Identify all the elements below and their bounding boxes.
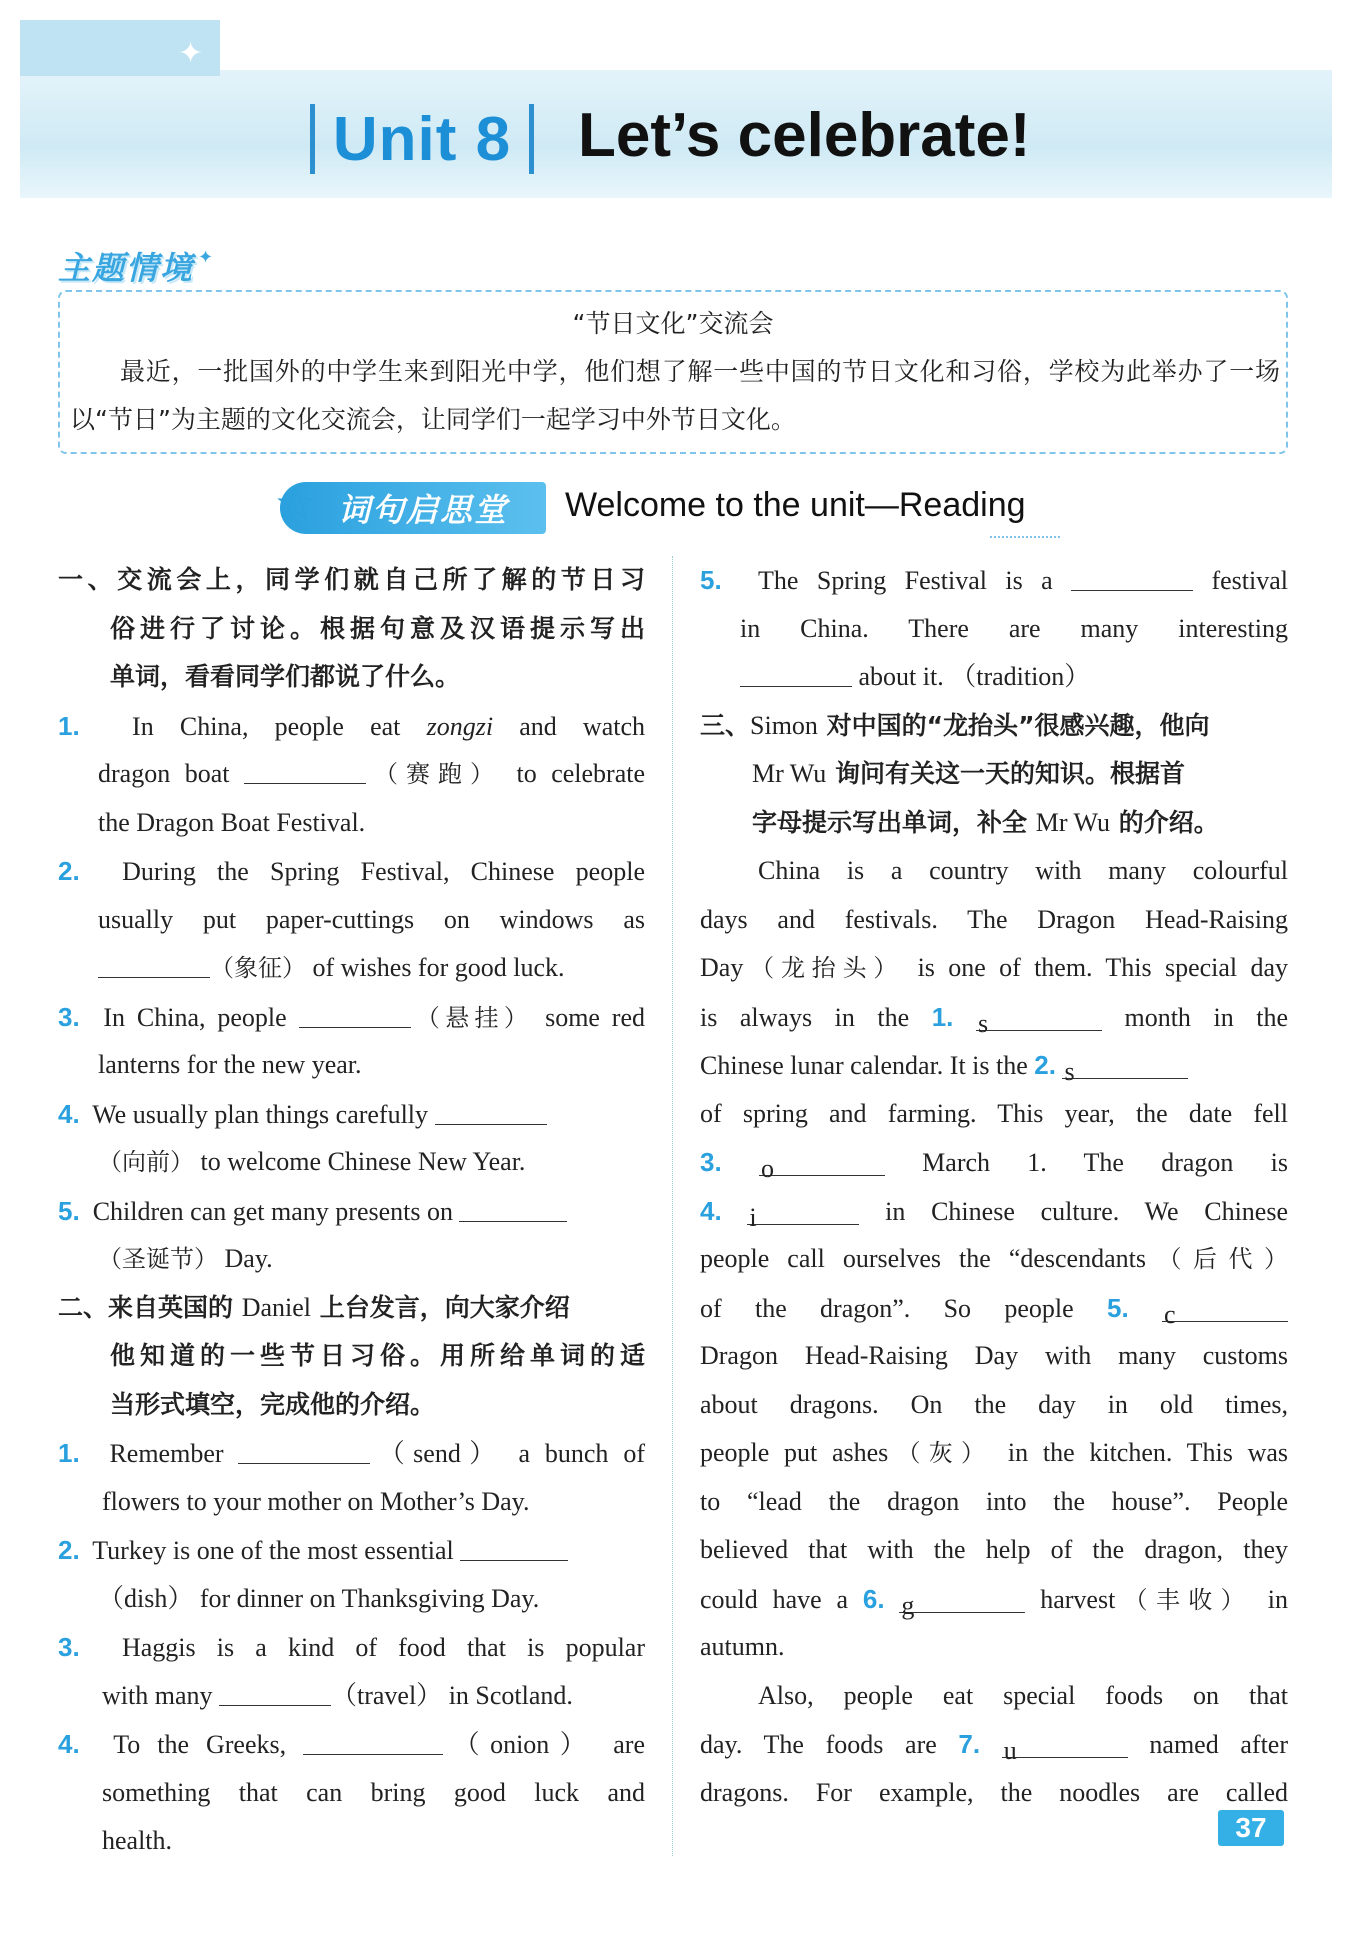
- question-text: In China, people: [103, 1002, 299, 1032]
- answer-blank[interactable]: [740, 660, 852, 687]
- passage-text: day. The foods are: [700, 1730, 959, 1759]
- passage-text: Chinese lunar calendar. It is the: [700, 1051, 1035, 1080]
- question-p2-3: [58, 1623, 645, 1672]
- part3-title-text: 的介绍。: [1110, 807, 1219, 837]
- section-badge-text: 词句启思堂: [337, 491, 508, 529]
- question-line: something that can bring good luck and: [102, 1777, 645, 1807]
- part3-title-text: Mr Wu: [1035, 807, 1111, 837]
- answer-blank[interactable]: [976, 1000, 1102, 1038]
- unit-label-box: [310, 104, 534, 174]
- question-number: 4.: [58, 1098, 80, 1129]
- passage-line: China is a country with many colourful: [758, 856, 1288, 885]
- question-number: 5.: [58, 1195, 80, 1226]
- part3-title-text: 字母提示写出单词，补全: [752, 807, 1036, 837]
- answer-blank[interactable]: [1002, 1727, 1128, 1765]
- hint-text: （圣诞节）: [98, 1245, 218, 1273]
- passage-text: people call ourselves the “descendants: [700, 1244, 1146, 1273]
- passage-text: （灰）: [888, 1439, 994, 1467]
- question-number: 1.: [58, 710, 80, 741]
- question-number: 6.: [862, 1583, 885, 1614]
- question-p1-5: [58, 1187, 645, 1236]
- passage-line: [700, 1575, 1288, 1624]
- passage-line: Dragon Head-Raising Day with many customs: [700, 1341, 1288, 1370]
- question-p1-5b: [700, 556, 1288, 605]
- question-text: Haggis is a kind of food that is popular: [121, 1633, 645, 1662]
- question-line: the Dragon Boat Festival.: [98, 807, 366, 837]
- question-number: 5.: [1107, 1292, 1129, 1323]
- passage-text: （丰收）: [1115, 1585, 1253, 1614]
- passage-text: in Chinese culture. We Chinese: [859, 1196, 1289, 1226]
- part3-title-text: Mr Wu: [752, 759, 827, 788]
- question-text: in Scotland.: [442, 1680, 573, 1710]
- question-text: about it.: [852, 662, 951, 691]
- passage-line: [700, 1429, 1288, 1478]
- theme-body: 最近，一批国外的中学生来到阳光中学，他们想了解一些中国的节日文化和习俗，学校为此举办了一场以“节日”为主题的文化交流会，让同学们一起学习中外节日文化。: [70, 357, 1280, 434]
- passage-text: people put ashes: [700, 1438, 889, 1467]
- part3-title-text: 询问有关这一天的知识。根据首: [826, 759, 1186, 788]
- answer-blank[interactable]: [219, 1679, 331, 1706]
- answer-blank[interactable]: [238, 1437, 370, 1464]
- initial-letter: i: [749, 1202, 757, 1232]
- question-text: some red: [533, 1002, 646, 1032]
- part2-title-line: 他知道的一些节日习俗。用所给单词的适: [110, 1341, 645, 1370]
- part2-title-line: 当形式填空，完成他的介绍。: [110, 1389, 436, 1419]
- question-text: We usually plan things carefully: [92, 1099, 435, 1129]
- question-text: Remember: [109, 1439, 239, 1468]
- part3-title-line: [700, 799, 1288, 848]
- question-line: [700, 653, 1288, 702]
- answer-blank[interactable]: [303, 1728, 443, 1755]
- unit-label: Unit 8: [332, 104, 512, 174]
- section-badge: [274, 476, 546, 534]
- question-line: [58, 1235, 645, 1284]
- hint-text: （tradition）: [950, 662, 1091, 691]
- passage-line: to “lead the dragon into the house”. People: [700, 1486, 1288, 1516]
- question-p1-3: [58, 993, 645, 1042]
- passage-line: [700, 944, 1288, 993]
- passage-line: [700, 1720, 1288, 1769]
- divider: [990, 536, 1060, 538]
- answer-blank[interactable]: [299, 1001, 411, 1028]
- passage-line: [700, 1284, 1288, 1333]
- question-text: to welcome Chinese New Year.: [194, 1147, 526, 1176]
- question-line: health.: [102, 1826, 173, 1855]
- passage-line: of spring and farming. This year, the date fell: [700, 1098, 1288, 1128]
- hint-text: （dish）: [98, 1583, 194, 1613]
- part1-title: 一、交流会上，同学们就自己所了解的节日习: [58, 565, 645, 594]
- question-number: 3.: [58, 1001, 80, 1032]
- answer-blank[interactable]: [459, 1195, 567, 1222]
- initial-letter: u: [1003, 1736, 1017, 1765]
- question-line: [58, 1138, 645, 1187]
- column-divider: [672, 556, 673, 1856]
- passage-text: named after: [1127, 1730, 1288, 1759]
- part2-title-text: Daniel: [241, 1292, 312, 1322]
- question-number: 4.: [700, 1195, 722, 1226]
- answer-blank[interactable]: [747, 1194, 859, 1232]
- question-line: usually put paper-cuttings on windows as: [98, 904, 645, 934]
- initial-letter: s: [1064, 1057, 1075, 1086]
- question-line: [58, 944, 645, 993]
- page-number: 37: [1218, 1810, 1284, 1846]
- question-number: 5.: [700, 565, 722, 595]
- question-line: lanterns for the new year.: [98, 1050, 362, 1079]
- hint-text: （悬挂）: [410, 1003, 534, 1032]
- passage-text: Day: [700, 953, 744, 982]
- question-line: in China. There are many interesting: [740, 613, 1288, 643]
- question-p1-2: [58, 847, 645, 896]
- question-text: dragon boat: [98, 759, 244, 788]
- passage-text: （后代）: [1145, 1245, 1289, 1273]
- answer-blank[interactable]: [759, 1145, 885, 1183]
- question-number: 1.: [931, 1001, 954, 1032]
- theme-tag-text: 主题情境: [58, 249, 195, 287]
- question-number: 7.: [958, 1729, 981, 1759]
- passage-text: of the dragon”. So people: [700, 1293, 1107, 1323]
- passage-line: dragons. For example, the noodles are called: [700, 1777, 1288, 1807]
- part1-title-line: 俗进行了讨论。根据句意及汉语提示写出: [110, 613, 645, 643]
- passage-line: autumn.: [700, 1632, 785, 1661]
- passage-text: harvest: [1025, 1584, 1116, 1614]
- question-text: with many: [102, 1680, 219, 1710]
- question-line: flowers to your mother on Mother’s Day.: [102, 1486, 530, 1516]
- question-number: 2.: [1034, 1050, 1056, 1080]
- part2-title: [58, 1284, 645, 1333]
- star-icon: ☆: [274, 476, 318, 532]
- question-text: festival: [1193, 566, 1288, 595]
- question-p1-4: [58, 1090, 645, 1139]
- theme-heading: “节日文化”交流会: [572, 309, 774, 338]
- question-line: [58, 1672, 645, 1721]
- question-text: During the Spring Festival, Chinese people: [122, 857, 645, 886]
- passage-text: in: [1252, 1584, 1289, 1614]
- initial-letter: o: [760, 1154, 774, 1183]
- initial-letter: g: [901, 1590, 915, 1620]
- question-text: are: [596, 1730, 645, 1759]
- hint-text: （向前）: [98, 1148, 194, 1176]
- hint-text: （travel）: [331, 1680, 443, 1710]
- part3-title-line: [700, 750, 1288, 799]
- part3-title: [700, 702, 1288, 751]
- question-text: In China, people eat: [132, 711, 427, 741]
- left-column: [58, 556, 645, 1866]
- question-text: to celebrate: [501, 759, 645, 788]
- answer-blank[interactable]: [899, 1582, 1025, 1620]
- passage-line: about dragons. On the day in old times,: [700, 1389, 1288, 1419]
- initial-letter: c: [1164, 1299, 1176, 1329]
- answer-blank[interactable]: [1071, 564, 1193, 591]
- answer-blank[interactable]: [1162, 1291, 1288, 1329]
- part3-title-text: Simon: [750, 710, 818, 740]
- question-number: 3.: [58, 1632, 80, 1662]
- answer-blank[interactable]: [460, 1534, 568, 1561]
- passage-line: believed that with the help of the dragon, they: [700, 1535, 1288, 1564]
- passage-line: [700, 993, 1288, 1042]
- hint-text: （象征）: [210, 954, 306, 982]
- passage-text: is always in the: [700, 1002, 932, 1032]
- question-text: for dinner on Thanksgiving Day.: [193, 1583, 540, 1613]
- question-number: 1.: [58, 1438, 80, 1468]
- passage-line: [700, 1138, 1288, 1187]
- question-text: The Spring Festival is a: [758, 566, 1072, 595]
- question-text: zongzi: [426, 711, 494, 741]
- section-title: Welcome to the unit—Reading: [565, 486, 1026, 524]
- question-p1-1: [58, 702, 645, 751]
- hint-text: （赛跑）: [365, 760, 502, 788]
- theme-box: [58, 290, 1288, 454]
- part1-title-line: 单词，看看同学们都说了什么。: [110, 662, 461, 691]
- question-text: Children can get many presents on: [92, 1196, 460, 1226]
- passage-line: Also, people eat special foods on that: [758, 1680, 1288, 1710]
- passage-text: month in the: [1101, 1002, 1289, 1032]
- unit-title: Let’s celebrate!: [578, 101, 1031, 170]
- question-line: [58, 1575, 645, 1624]
- question-text: Day.: [218, 1244, 273, 1273]
- passage-text: March 1. The dragon is: [884, 1148, 1288, 1177]
- passage-line: days and festivals. The Dragon Head-Raising: [700, 904, 1288, 934]
- passage-text: could have a: [700, 1584, 863, 1614]
- passage-line: [700, 1041, 1288, 1090]
- initial-letter: s: [977, 1008, 989, 1038]
- passage-line: [700, 1187, 1288, 1236]
- question-number: 4.: [58, 1729, 80, 1759]
- part3-title-text: 对中国的“龙抬头”很感兴趣，他向: [817, 710, 1210, 740]
- question-text: Turkey is one of the most essential: [92, 1536, 461, 1565]
- theme-tag: [58, 244, 258, 288]
- passage-text: is one of them. This special day: [904, 953, 1288, 982]
- answer-blank[interactable]: [435, 1098, 547, 1125]
- question-text: To the Greeks,: [113, 1730, 304, 1759]
- question-text: of wishes for good luck.: [306, 953, 565, 982]
- question-p2-2: [58, 1526, 645, 1575]
- right-column: [700, 556, 1288, 1817]
- passage-line: [700, 1235, 1288, 1284]
- part2-title-text: 上台发言，向大家介绍: [311, 1292, 570, 1322]
- question-text: and watch: [493, 711, 646, 741]
- passage-text: （龙抬头）: [743, 954, 905, 982]
- answer-blank[interactable]: [98, 951, 210, 978]
- answer-blank[interactable]: [244, 757, 366, 784]
- sparkle-icon: ✦: [198, 246, 214, 268]
- hint-text: （send）: [370, 1439, 504, 1468]
- sparkle-icon: ✦: [178, 36, 204, 71]
- question-line: [58, 750, 645, 799]
- question-number: 2.: [58, 1535, 80, 1565]
- passage-text: in the kitchen. This was: [993, 1438, 1289, 1467]
- part2-title-text: 二、来自英国的: [58, 1292, 242, 1322]
- question-number: 2.: [58, 856, 80, 886]
- part3-title-text: 三、: [700, 710, 751, 740]
- hint-text: （onion）: [443, 1730, 597, 1759]
- question-p2-1: [58, 1429, 645, 1478]
- question-p2-4: [58, 1720, 645, 1769]
- question-text: a bunch of: [503, 1439, 645, 1468]
- question-number: 3.: [700, 1147, 722, 1177]
- answer-blank[interactable]: [1062, 1048, 1188, 1086]
